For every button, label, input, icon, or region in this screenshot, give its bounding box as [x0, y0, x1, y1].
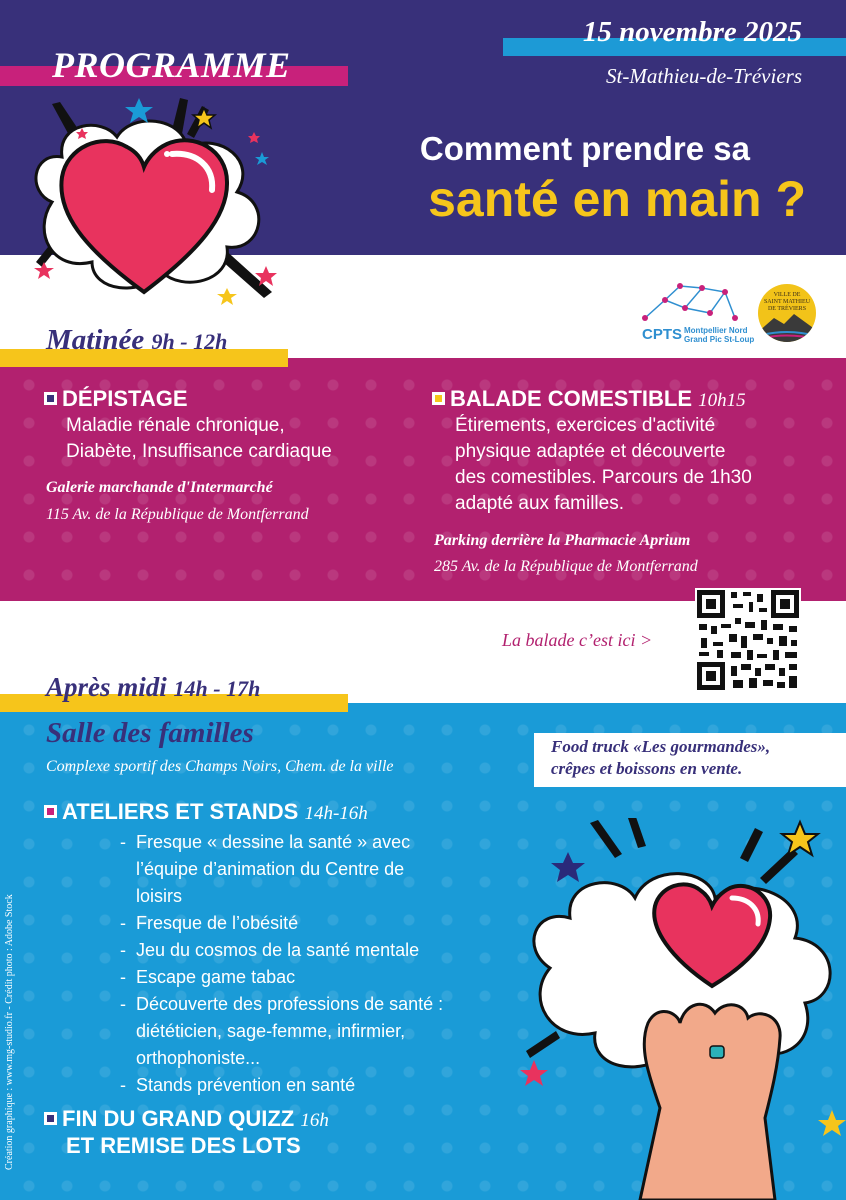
square-bullet-icon	[44, 1112, 57, 1125]
balade-heading: BALADE COMESTIBLE 10h15	[432, 386, 746, 412]
star-icon	[520, 1060, 548, 1086]
headline-line2: santé en main ?	[428, 171, 806, 227]
list-item: - Escape game tabac	[120, 967, 296, 987]
morning-hours: 9h - 12h	[151, 329, 228, 354]
balade-location: Parking derrière la Pharmacie Aprium	[434, 532, 691, 549]
square-bullet-icon	[44, 392, 57, 405]
photo-credit: Création graphique : www.mg-studio.fr - Crédit photo : Adobe Stock	[4, 894, 15, 1170]
list-item: - Jeu du cosmos de la santé mentale	[120, 940, 420, 960]
list-item: - Découverte des professions de santé :	[120, 994, 444, 1014]
quiz-heading: FIN DU GRAND QUIZZ 16h	[44, 1106, 329, 1132]
ateliers-time: 14h-16h	[304, 803, 368, 824]
star-icon	[818, 1110, 846, 1136]
balade-time: 10h15	[698, 390, 746, 411]
qr-code-label: La balade c’est ici >	[502, 630, 653, 650]
list-item-continuation: orthophoniste...	[136, 1048, 261, 1068]
star-icon	[255, 152, 269, 165]
hand-heart-illustration	[520, 818, 846, 1200]
list-item-continuation: l’équipe d’animation du Centre de	[136, 859, 405, 879]
depistage-location: Galerie marchande d'Intermarché	[46, 479, 273, 496]
ateliers-list	[120, 829, 443, 1099]
star-icon	[217, 288, 237, 305]
star-icon	[248, 132, 260, 143]
qr-code[interactable]	[695, 588, 801, 692]
cpts-logo-network-icon	[640, 278, 740, 328]
food-truck-line2: crêpes et boissons en vente.	[551, 759, 743, 778]
qr-code-icon	[695, 588, 801, 692]
square-bullet-icon	[44, 805, 57, 818]
quiz-heading-line2: ET REMISE DES LOTS	[66, 1133, 301, 1158]
quiz-time: 16h	[300, 1110, 329, 1131]
ville-logo	[758, 284, 816, 342]
list-item: - Fresque « dessine la santé » avec	[120, 832, 411, 852]
ateliers-heading: ATELIERS ET STANDS 14h-16h	[44, 799, 368, 825]
afternoon-hours: 14h - 17h	[173, 676, 261, 701]
depistage-address: 115 Av. de la République de Montferrand	[46, 506, 309, 523]
cpts-logo-text: CPTS	[642, 326, 683, 343]
hand-icon	[640, 1004, 780, 1200]
depistage-heading: DÉPISTAGE	[44, 386, 188, 412]
balade-description: Étirements, exercices d'activité physique adaptée et découverte des comestibles. Parcours de 1h30 adapté aux familles.	[455, 415, 752, 514]
list-item-continuation: loisirs	[136, 886, 183, 906]
square-bullet-icon	[432, 392, 445, 405]
list-item: - Stands prévention en santé	[120, 1075, 356, 1095]
event-place: St-Mathieu-de-Tréviers	[606, 64, 802, 88]
food-truck-line1: Food truck «Les gourmandes»,	[551, 737, 771, 756]
balade-address: 285 Av. de la République de Montferrand	[434, 558, 698, 575]
depistage-description: Maladie rénale chronique, Diabète, Insuffisance cardiaque	[66, 415, 332, 462]
list-item-continuation: diététicien, sage-femme, infirmier,	[136, 1021, 406, 1041]
venue-name: Salle des familles	[46, 717, 254, 749]
star-icon	[551, 852, 585, 882]
programme-title: PROGRAMME	[52, 45, 291, 85]
star-icon	[782, 822, 818, 855]
venue-address: Complexe sportif des Champs Noirs, Chem. de la ville	[46, 758, 394, 775]
headline-line1: Comment prendre sa	[419, 130, 750, 167]
afternoon-title: Après midi 14h - 17h	[46, 672, 261, 702]
mountain-icon	[758, 312, 816, 342]
event-date: 15 novembre 2025	[582, 16, 802, 48]
cpts-logo-subtitle: Montpellier Nord Grand Pic St-Loup	[684, 326, 755, 344]
star-icon	[34, 262, 54, 279]
star-icon	[125, 98, 153, 123]
morning-title: Matinée 9h - 12h	[46, 324, 228, 356]
heart-illustration	[22, 92, 292, 317]
list-item: - Fresque de l’obésité	[120, 913, 299, 933]
ville-logo-text: VILLE DE SAINT MATHIEU DE TRÉVIERS	[763, 292, 811, 312]
